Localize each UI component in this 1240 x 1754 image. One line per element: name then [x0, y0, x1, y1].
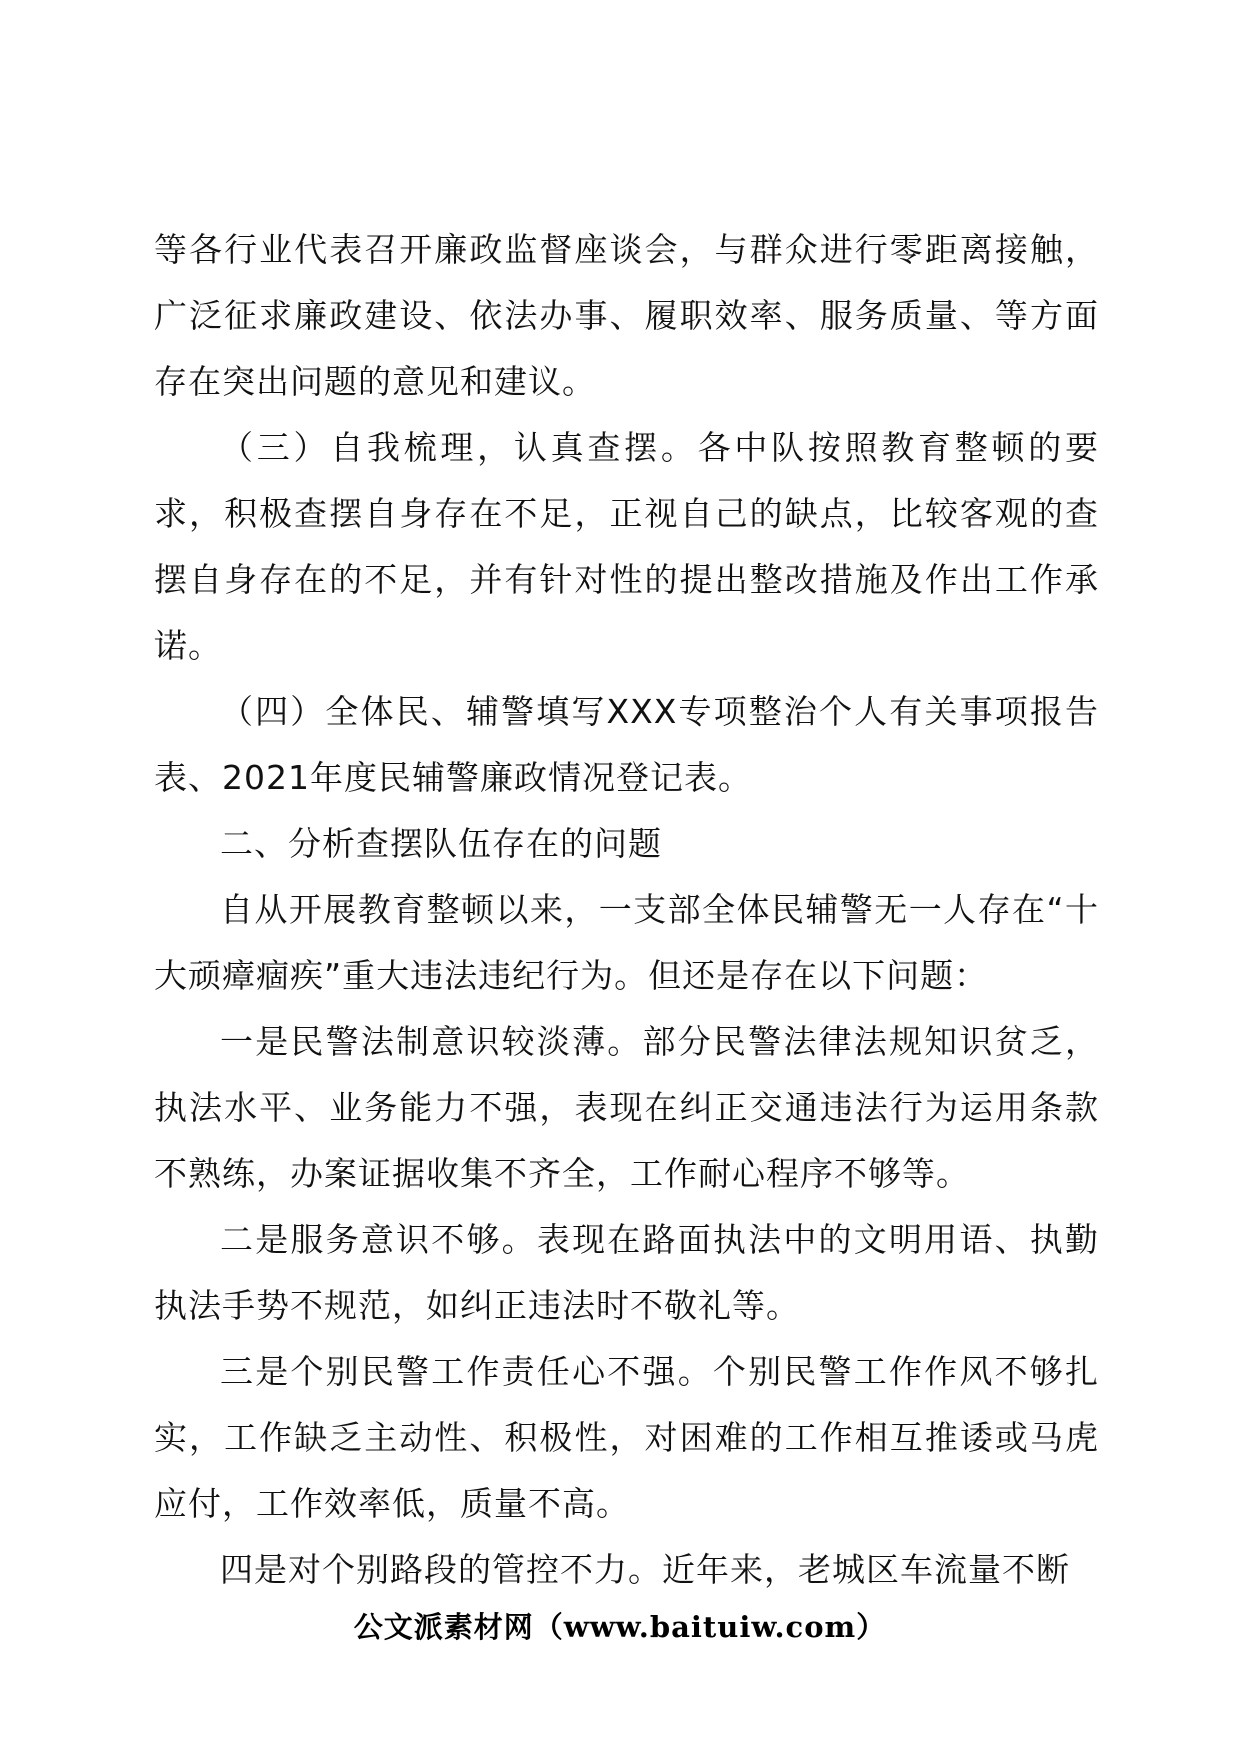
document-body	[154, 217, 1099, 1603]
paragraph-2: （三）自我梳理，认真查摆。各中队按照教育整顿的要求，积极查摆自身存在不足，正视自己的缺点，比较客观的查摆自身存在的不足，并有针对性的提出整改措施及作出工作承诺。	[154, 428, 1099, 665]
paragraph-5: 自从开展教育整顿以来，一支部全体民辅警无一人存在“十大顽瘴痼疾”重大违法违纪行为。但还是存在以下问题：	[154, 890, 1099, 995]
paragraph-8: 三是个别民警工作责任心不强。个别民警工作作风不够扎实，工作缺乏主动性、积极性，对困难的工作相互推诿或马虎应付，工作效率低，质量不高。	[154, 1352, 1099, 1523]
section-heading: 二、分析查摆队伍存在的问题	[220, 824, 662, 863]
footer-watermark: 公文派素材网（www.baituiw.com）	[353, 1610, 887, 1644]
paragraph-3: （四）全体民、辅警填写XXX专项整治个人有关事项报告表、2021年度民辅警廉政情况登记表。	[154, 692, 1099, 797]
paragraph-1: 等各行业代表召开廉政监督座谈会，与群众进行零距离接触，广泛征求廉政建设、依法办事、履职效率、服务质量、等方面存在突出问题的意见和建议。	[154, 230, 1099, 401]
paragraph-9: 四是对个别路段的管控不力。近年来，老城区车流量不断	[220, 1550, 1070, 1589]
paragraph-6: 一是民警法制意识较淡薄。部分民警法律法规知识贫乏，执法水平、业务能力不强，表现在纠正交通违法行为运用条款不熟练，办案证据收集不齐全，工作耐心程序不够等。	[154, 1022, 1099, 1193]
paragraph-7: 二是服务意识不够。表现在路面执法中的文明用语、执勤执法手势不规范，如纠正违法时不敬礼等。	[154, 1220, 1099, 1325]
